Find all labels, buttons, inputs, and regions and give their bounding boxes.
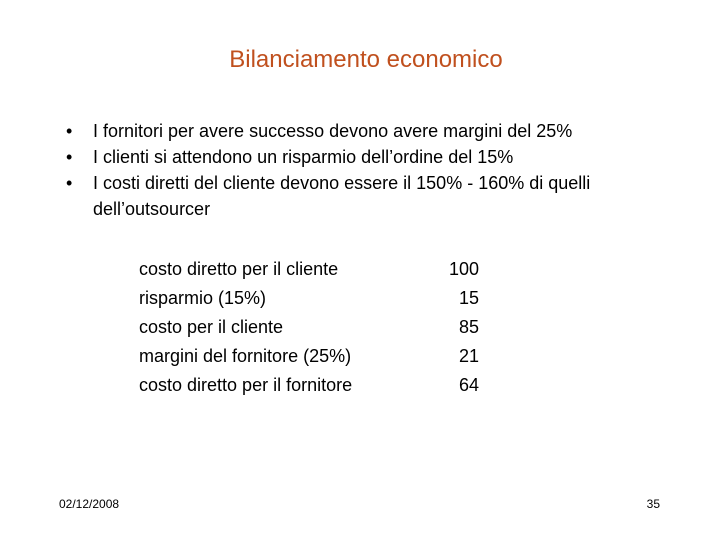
bullet-icon: • <box>66 121 73 141</box>
cost-label: costo diretto per il fornitore <box>139 375 353 395</box>
bullet-text: I clienti si attendono un risparmio dell’ordine del 15% <box>93 147 514 167</box>
table-row <box>139 284 479 313</box>
cost-label: costo diretto per il cliente <box>139 259 339 279</box>
footer-date: 02/12/2008 <box>59 497 120 511</box>
cost-value: 21 <box>458 346 479 366</box>
bullet-icon: • <box>66 173 73 193</box>
page-number: 35 <box>646 497 660 511</box>
bullet-icon: • <box>66 147 73 167</box>
cost-value: 64 <box>458 375 479 395</box>
cost-value: 85 <box>458 317 479 337</box>
bullet-list <box>66 118 666 222</box>
cost-label: costo per il cliente <box>139 317 284 337</box>
bullet-item <box>66 144 666 170</box>
cost-label: margini del fornitore (25%) <box>139 346 352 366</box>
table-row <box>139 313 479 342</box>
cost-label: risparmio (15%) <box>139 288 267 308</box>
bullet-item <box>66 118 666 144</box>
table-row <box>139 342 479 371</box>
cost-table <box>139 255 479 400</box>
slide-title: Bilanciamento economico <box>229 46 503 73</box>
cost-value: 15 <box>458 288 479 308</box>
table-row <box>139 371 479 400</box>
bullet-text: I costi diretti del cliente devono essere il 150% - 160% di quelli dell’outsourcer <box>93 173 591 219</box>
bullet-item <box>66 170 666 222</box>
cost-value: 100 <box>448 259 479 279</box>
table-row <box>139 255 479 284</box>
bullet-text: I fornitori per avere successo devono avere margini del 25% <box>93 121 573 141</box>
